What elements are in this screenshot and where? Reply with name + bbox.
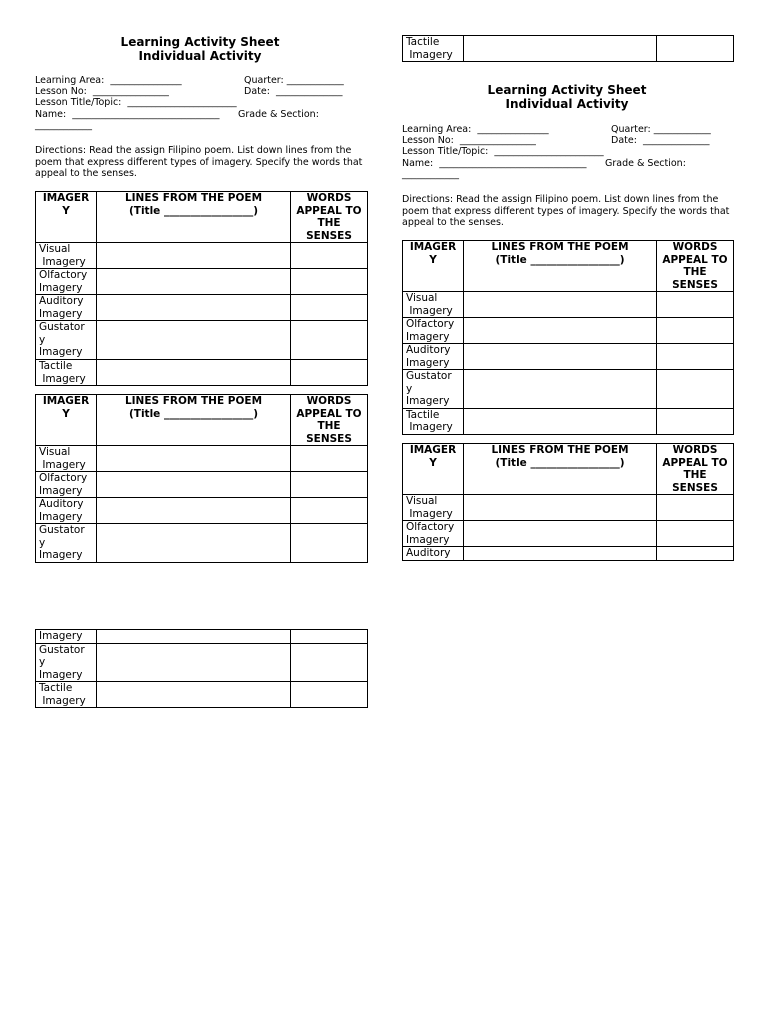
row-label-tactile: Tactile Imagery [403,36,464,62]
row-label-olfactory: Olfactory Imagery [36,472,97,498]
lines-cell[interactable] [464,344,657,370]
header-lines-from-poem: LINES FROM THE POEM (Title _________________) [464,444,657,495]
words-cell[interactable] [291,682,368,708]
lines-cell[interactable] [97,498,291,524]
sheet-title-left [100,35,300,63]
table-row [403,547,734,561]
info-name: Name: _______________________________ [35,109,220,120]
info-learning-area: Learning Area: _______________ [35,75,182,86]
header-imagery: IMAGER Y [36,192,97,243]
row-label-olfactory: Olfactory Imagery [403,318,464,344]
row-label-gustatory: Gustator y Imagery [36,321,97,360]
lines-cell[interactable] [97,472,291,498]
header-words-appeal: WORDS APPEAL TO THE SENSES [657,444,734,495]
words-cell[interactable] [657,521,734,547]
words-cell[interactable] [657,344,734,370]
words-cell[interactable] [657,408,734,434]
words-cell[interactable] [291,498,368,524]
sheet-title-line2: Individual Activity [505,97,629,111]
row-label-tactile: Tactile Imagery [36,360,97,386]
table-row [403,344,734,370]
info-date: Date: ______________ [244,86,343,97]
row-label-visual: Visual Imagery [36,446,97,472]
imagery-table-4-continued [402,35,734,62]
info-lesson-title: Lesson Title/Topic: _______________________ [35,97,237,108]
imagery-table-6 [402,443,734,561]
lines-cell[interactable] [97,630,291,644]
lines-cell[interactable] [97,295,291,321]
imagery-table-1 [35,191,368,386]
row-label-olfactory: Olfactory Imagery [36,269,97,295]
lines-cell[interactable] [97,643,291,682]
words-cell[interactable] [291,321,368,360]
info-quarter: Quarter: ____________ [244,75,344,86]
lines-cell[interactable] [97,360,291,386]
table-header-row [36,395,368,446]
words-cell[interactable] [657,292,734,318]
info-grade-section: Grade & Section: [605,158,686,169]
table-row [36,321,368,360]
table-row [36,643,368,682]
header-imagery: IMAGER Y [403,241,464,292]
table-row [403,408,734,434]
table-row [403,292,734,318]
info-lesson-no: Lesson No: ________________ [35,86,169,97]
words-cell[interactable] [657,495,734,521]
words-cell[interactable] [291,269,368,295]
directions-text: Directions: Read the assign Filipino poem. List down lines from the poem that express different types of imagery. Specify the words that appeal to the senses. [35,145,363,179]
row-label-olfactory: Olfactory Imagery [403,521,464,547]
words-cell[interactable] [291,630,368,644]
words-cell[interactable] [657,318,734,344]
words-cell[interactable] [291,472,368,498]
words-cell[interactable] [657,370,734,409]
header-lines-from-poem: LINES FROM THE POEM (Title _________________) [97,395,291,446]
words-cell[interactable] [291,295,368,321]
info-grade-section-line: ____________ [402,169,459,180]
row-label-gustatory: Gustator y Imagery [403,370,464,409]
row-label-gustatory: Gustator y Imagery [36,524,97,563]
imagery-table-5 [402,240,734,435]
sheet-title-line1: Learning Activity Sheet [487,83,647,97]
header-lines-from-poem: LINES FROM THE POEM (Title _________________) [464,241,657,292]
imagery-table-3 [35,629,368,708]
table-row [36,498,368,524]
lines-cell[interactable] [464,318,657,344]
table-row [36,446,368,472]
words-cell[interactable] [291,524,368,563]
row-label-auditory-partial: Auditory [403,547,464,561]
table-row [403,36,734,62]
table-row [403,521,734,547]
table-row [403,318,734,344]
lines-cell[interactable] [464,370,657,409]
info-grade-section: Grade & Section: [238,109,319,120]
row-label-tactile: Tactile Imagery [36,682,97,708]
table-header-row [403,444,734,495]
words-cell[interactable] [291,446,368,472]
table-row [36,243,368,269]
words-cell[interactable] [657,547,734,561]
table-header-row [36,192,368,243]
table-row [403,370,734,409]
info-lesson-title: Lesson Title/Topic: _______________________ [402,146,604,157]
info-learning-area: Learning Area: _______________ [402,124,549,135]
sheet-title-line1: Learning Activity Sheet [120,35,280,49]
row-label-visual: Visual Imagery [36,243,97,269]
words-cell[interactable] [291,643,368,682]
header-words-appeal: WORDS APPEAL TO THE SENSES [291,395,368,446]
table-row [403,495,734,521]
row-label-tactile: Tactile Imagery [403,408,464,434]
info-grade-section-line: ____________ [35,120,92,131]
row-label-auditory-continued: Imagery [36,630,97,644]
row-label-auditory: Auditory Imagery [36,498,97,524]
info-name: Name: _______________________________ [402,158,587,169]
row-label-gustatory: Gustator y Imagery [36,643,97,682]
lines-cell[interactable] [97,446,291,472]
info-lesson-no: Lesson No: ________________ [402,135,536,146]
row-label-visual: Visual Imagery [403,292,464,318]
lines-cell[interactable] [464,36,657,62]
lines-cell[interactable] [464,547,657,561]
lines-cell[interactable] [97,524,291,563]
header-words-appeal: WORDS APPEAL TO THE SENSES [291,192,368,243]
lines-cell[interactable] [464,408,657,434]
table-header-row [403,241,734,292]
table-row [36,682,368,708]
table-row [36,269,368,295]
table-row [36,360,368,386]
header-imagery: IMAGER Y [403,444,464,495]
header-lines-from-poem: LINES FROM THE POEM (Title _________________) [97,192,291,243]
sheet-title-right [467,83,667,111]
row-label-visual: Visual Imagery [403,495,464,521]
header-imagery: IMAGER Y [36,395,97,446]
directions-text: Directions: Read the assign Filipino poem. List down lines from the poem that express different types of imagery. Specify the words that appeal to the senses. [402,194,730,228]
words-cell[interactable] [291,243,368,269]
lines-cell[interactable] [464,521,657,547]
table-row [36,472,368,498]
table-row [36,630,368,644]
lines-cell[interactable] [97,321,291,360]
lines-cell[interactable] [97,243,291,269]
info-quarter: Quarter: ____________ [611,124,711,135]
imagery-table-2 [35,394,368,563]
lines-cell[interactable] [97,682,291,708]
words-cell[interactable] [291,360,368,386]
table-row [36,524,368,563]
info-date: Date: ______________ [611,135,710,146]
sheet-title-line2: Individual Activity [138,49,262,63]
lines-cell[interactable] [97,269,291,295]
header-words-appeal: WORDS APPEAL TO THE SENSES [657,241,734,292]
words-cell[interactable] [657,36,734,62]
table-row [36,295,368,321]
lines-cell[interactable] [464,292,657,318]
row-label-auditory: Auditory Imagery [36,295,97,321]
row-label-auditory: Auditory Imagery [403,344,464,370]
lines-cell[interactable] [464,495,657,521]
